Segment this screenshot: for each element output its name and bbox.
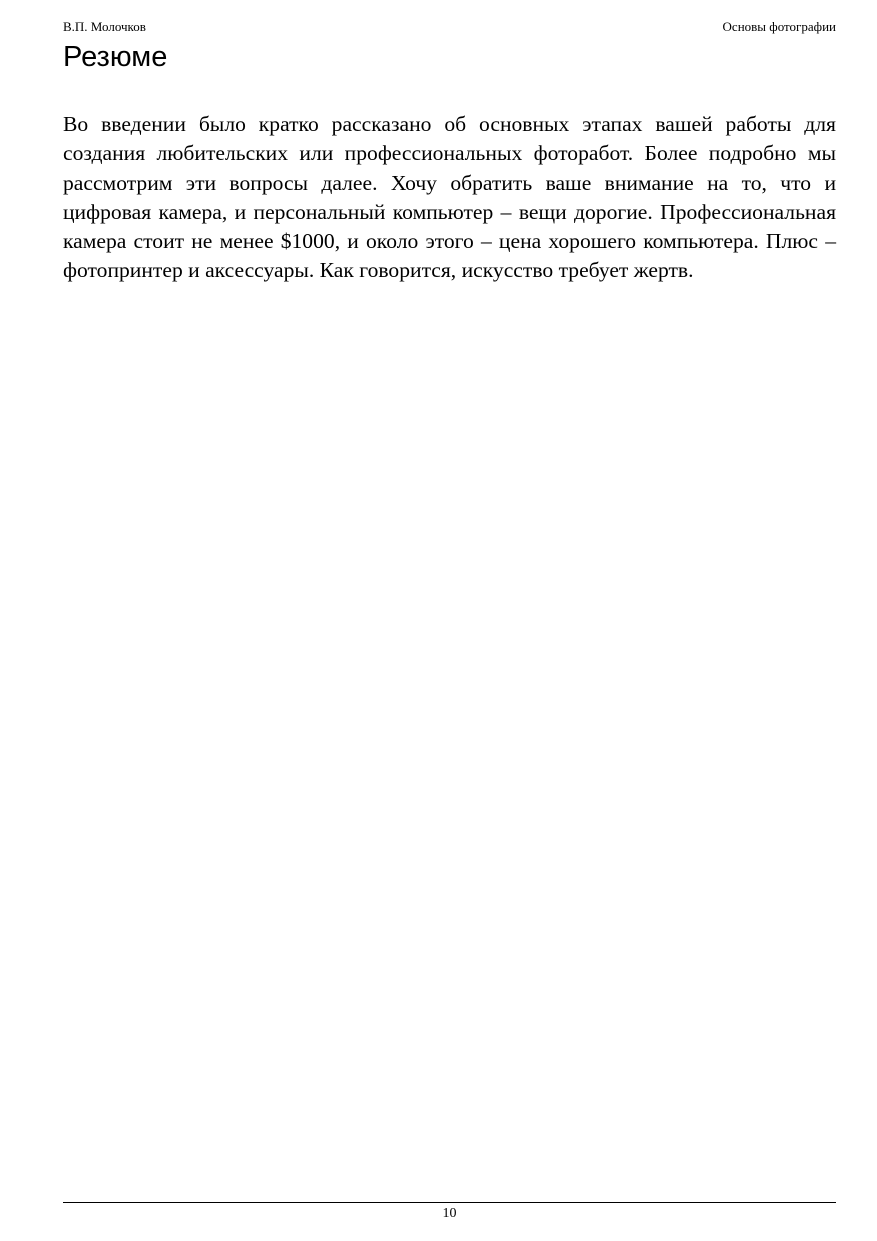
section-title: Резюме — [63, 41, 168, 73]
footer-divider — [63, 1202, 836, 1203]
header-book-title: Основы фотографии — [722, 19, 836, 34]
body-paragraph: Во введении было кратко рассказано об основных этапах вашей работы для создания любительских или профессиональных фоторабот. Более подробно мы рассмотрим эти вопросы далее. Хочу обратить ваше внимание на то, что и цифровая камера, и персональный компьютер – вещи дорогие. Профессиональная камера стоит не менее $1000, и около этого – цена хорошего компьютера. Плюс – фотопринтер и аксессуары. Как говорится, искусство требует жертв. — [63, 112, 836, 283]
header-author: В.П. Молочков — [63, 19, 146, 34]
page-number: 10 — [442, 1206, 457, 1221]
page-header — [63, 17, 836, 37]
